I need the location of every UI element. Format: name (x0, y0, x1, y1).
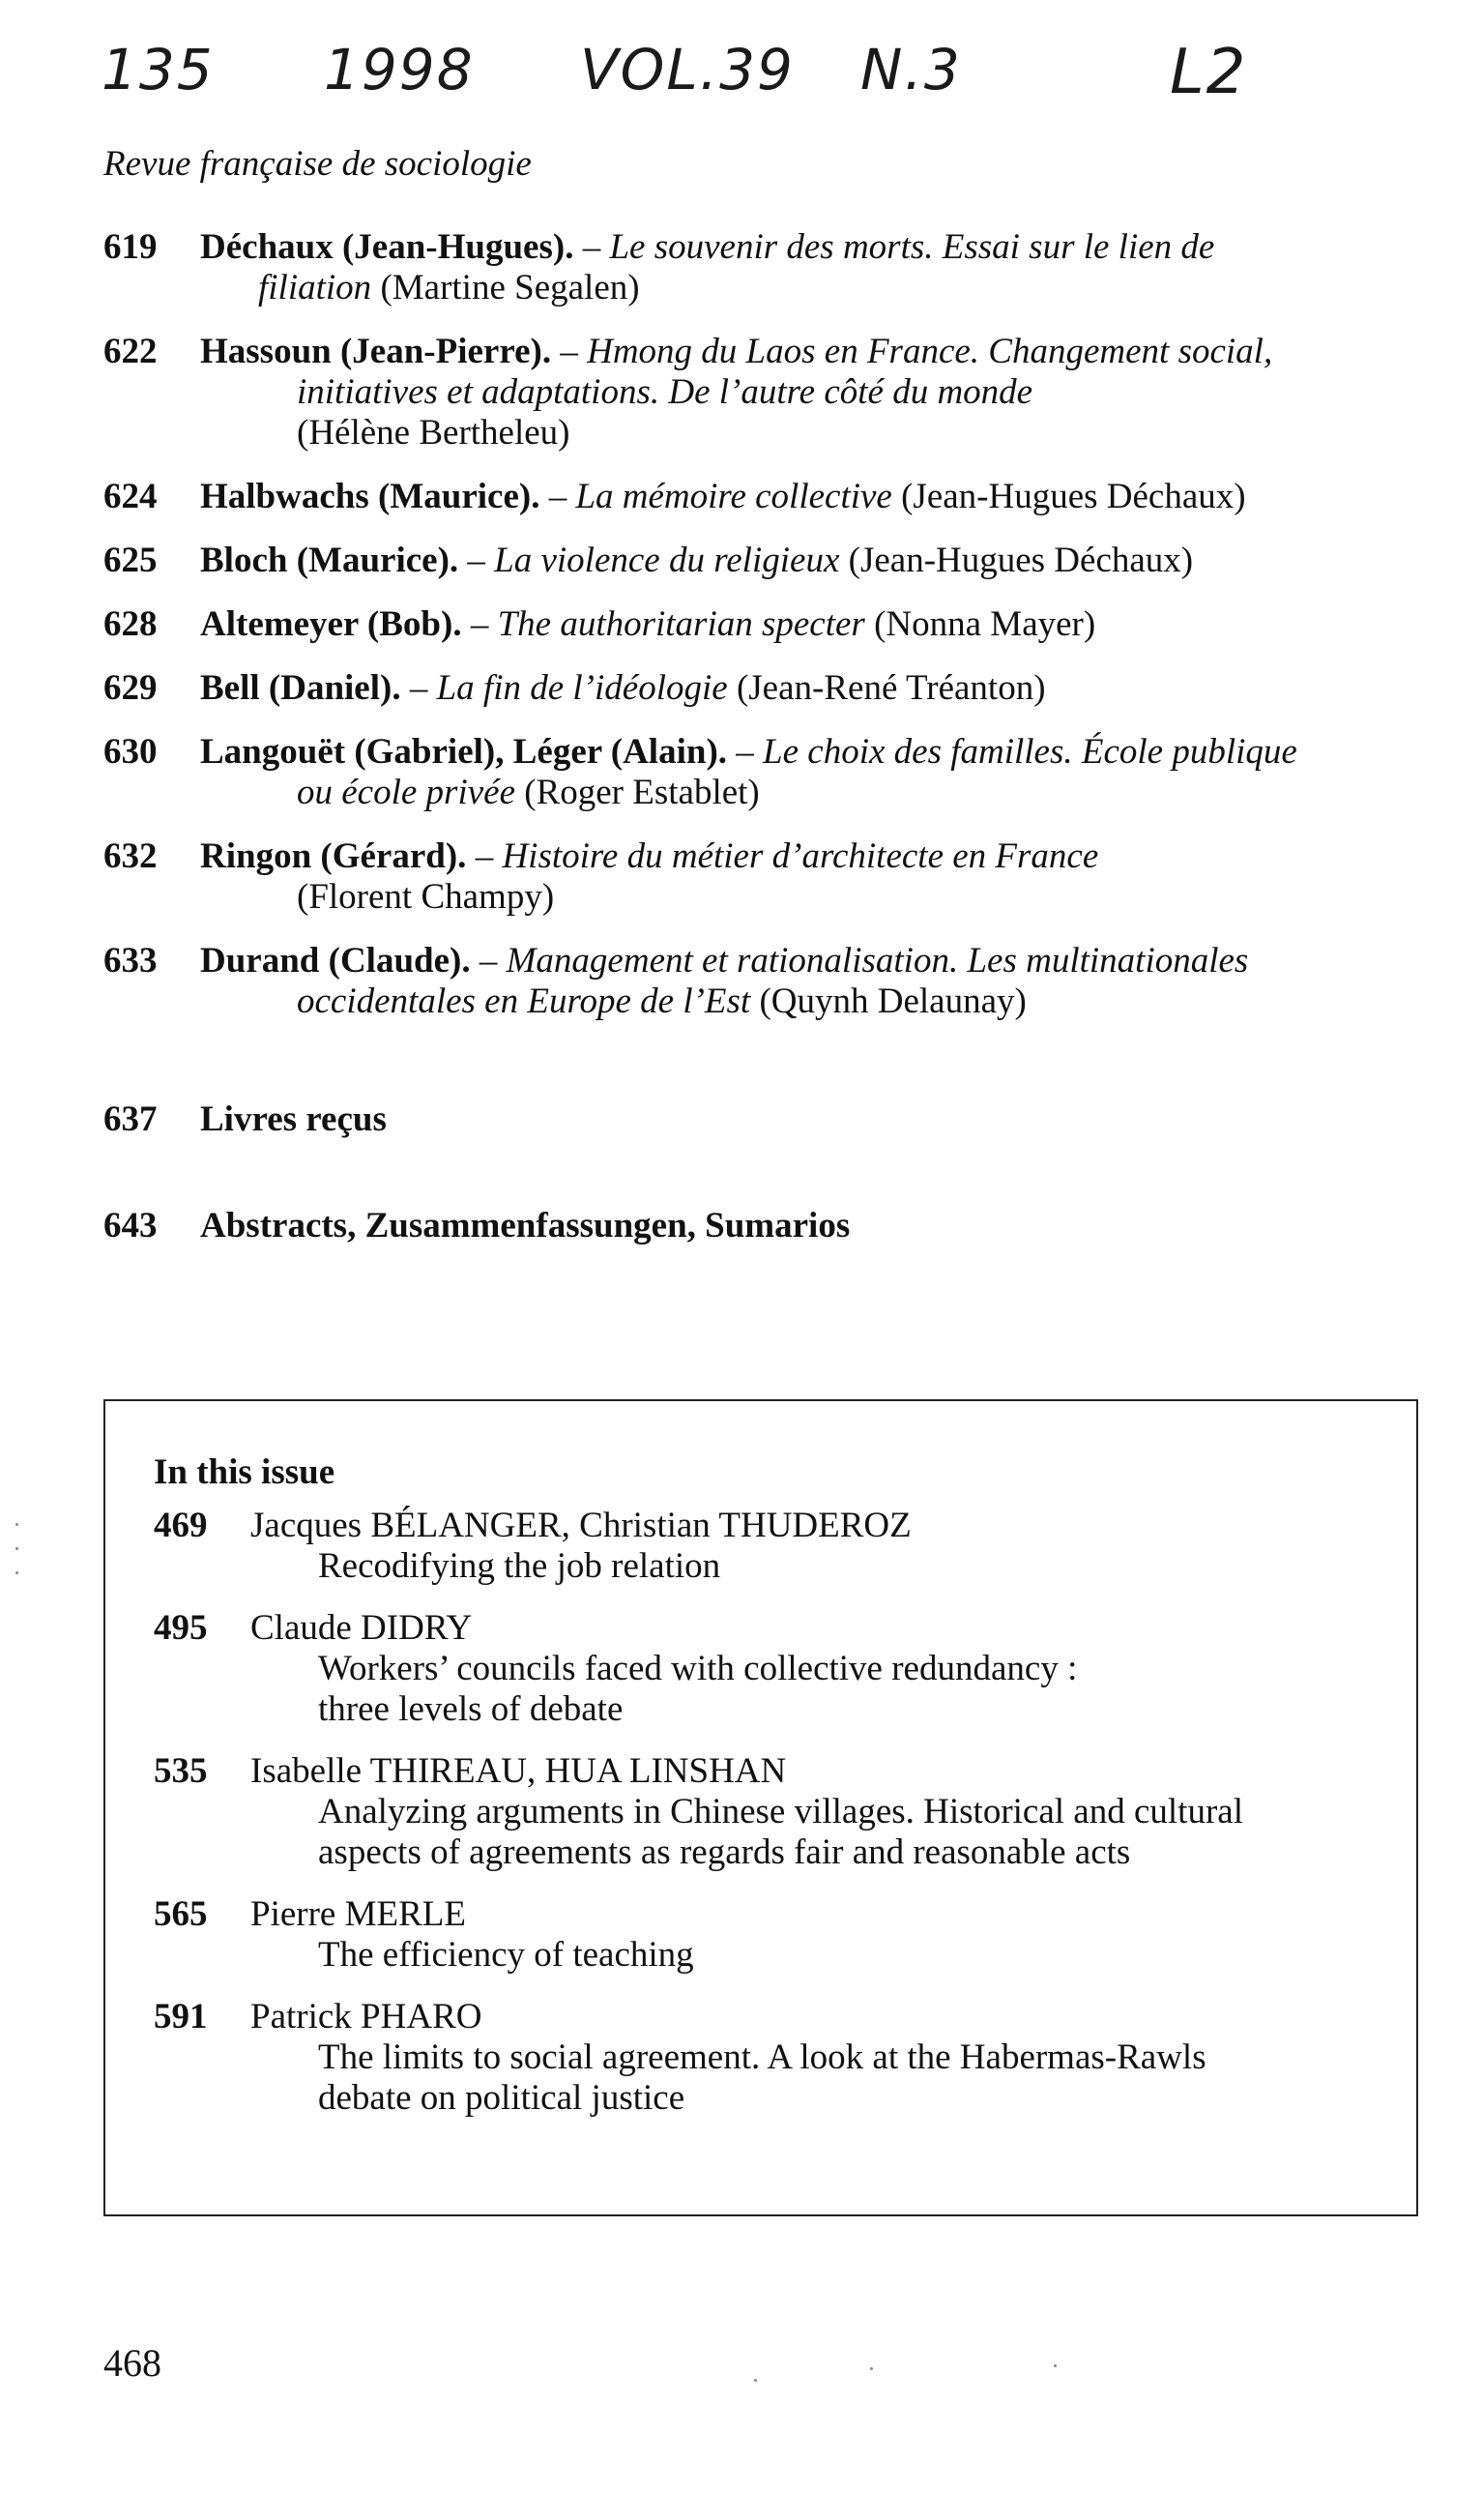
article-authors: Jacques BÉLANGER, Christian THUDEROZ (250, 1506, 912, 1545)
article-title-line: Workers’ councils faced with collective redundancy : (318, 1649, 1078, 1688)
entry-page-number: 625 (103, 541, 158, 580)
article-authors: Patrick PHARO (250, 1997, 482, 2037)
reviewer: (Martine Segalen) (371, 268, 640, 308)
article-page-number: 469 (154, 1506, 208, 1545)
review-title-continued: initiatives et adaptations. De l’autre côté du monde (297, 372, 1033, 412)
review-author: Bloch (Maurice). (200, 541, 459, 580)
dash: – (461, 604, 498, 644)
reviewer: (Roger Establet) (515, 773, 760, 812)
review-entry (103, 836, 1418, 918)
review-title: Le choix des familles. École publique (763, 732, 1297, 772)
scan-speck (754, 2379, 757, 2382)
review-entry (103, 477, 1418, 517)
article-page-number: 495 (154, 1608, 208, 1648)
review-author: Hassoun (Jean-Pierre). (200, 332, 552, 371)
review-title: Histoire du métier d’architecte en France (502, 836, 1099, 876)
dash: – (573, 227, 610, 267)
review-title: Le souvenir des morts. Essai sur le lien de (609, 227, 1215, 267)
dash: – (466, 836, 503, 876)
handwritten-issue: N.3 (860, 37, 962, 103)
page-number: 468 (103, 2341, 161, 2385)
entry-page-number: 628 (103, 604, 158, 644)
handwritten-annotation (97, 37, 1353, 124)
review-title-continued: occidentales en Europe de l’Est (297, 982, 751, 1021)
review-author: Déchaux (Jean-Hugues). (200, 227, 574, 267)
entry-page-number: 624 (103, 477, 158, 516)
entry-page-number: 643 (103, 1206, 158, 1245)
review-entry (103, 227, 1418, 308)
article-entry (154, 1506, 1391, 1587)
review-author: Bell (Daniel). (200, 668, 401, 708)
dash: – (727, 732, 764, 772)
scan-speck (15, 1523, 18, 1526)
entry-page-number: 622 (103, 332, 158, 371)
review-title-continued: filiation (258, 268, 372, 308)
reviewer: (Hélène Bertheleu) (297, 413, 570, 453)
review-entry (103, 668, 1418, 709)
review-entry (103, 332, 1418, 454)
reviewer: (Jean-Hugues Déchaux) (839, 541, 1194, 580)
handwritten-volume: VOL.39 (580, 37, 795, 103)
article-page-number: 565 (154, 1894, 208, 1934)
article-entry (154, 1608, 1391, 1730)
scan-speck (870, 2367, 873, 2370)
handwritten-number: 135 (102, 37, 215, 103)
table-of-contents (103, 227, 1418, 1246)
dash: – (470, 941, 507, 981)
entry-page-number: 629 (103, 668, 158, 708)
review-title: The authoritarian specter (497, 604, 865, 644)
article-title-line: The limits to social agreement. A look at the Habermas-Rawls (318, 2037, 1206, 2077)
article-entry (154, 1751, 1391, 1873)
review-title: La violence du religieux (494, 541, 840, 580)
article-entry (154, 1997, 1391, 2119)
entry-page-number: 619 (103, 227, 158, 267)
review-entry (103, 604, 1418, 645)
article-authors: Isabelle THIREAU, HUA LINSHAN (250, 1751, 787, 1791)
entry-page-number: 632 (103, 836, 158, 876)
section-label: Livres reçus (200, 1099, 387, 1139)
article-page-number: 535 (154, 1751, 208, 1791)
scan-speck (15, 1547, 18, 1550)
review-title: Hmong du Laos en France. Changement social, (587, 332, 1273, 371)
article-authors: Claude DIDRY (250, 1608, 473, 1648)
reviewer: (Jean-René Tréanton) (727, 668, 1046, 708)
article-title-line: The efficiency of teaching (318, 1935, 694, 1975)
in-this-issue-box (103, 1399, 1418, 2216)
entry-page-number: 633 (103, 941, 158, 981)
review-author: Durand (Claude). (200, 941, 471, 981)
reviewer: (Quynh Delaunay) (750, 982, 1027, 1021)
section-entry-abstracts (103, 1206, 1418, 1246)
in-this-issue-list (154, 1506, 1391, 2140)
review-author: Halbwachs (Maurice). (200, 477, 540, 516)
article-page-number: 591 (154, 1997, 208, 2037)
handwritten-mark: L2 (1170, 37, 1248, 108)
review-title-continued: ou école privée (297, 773, 515, 812)
review-entry (103, 732, 1418, 813)
review-entry (103, 541, 1418, 581)
review-author: Ringon (Gérard). (200, 836, 467, 876)
review-title: Management et rationalisation. Les multinationales (506, 941, 1249, 981)
reviewer: (Florent Champy) (297, 877, 555, 917)
article-entry (154, 1894, 1391, 1976)
article-title-line: Analyzing arguments in Chinese villages. Historical and cultural (318, 1792, 1243, 1831)
reviewer: (Jean-Hugues Déchaux) (891, 477, 1246, 516)
review-title: La mémoire collective (575, 477, 892, 516)
in-this-issue-heading: In this issue (154, 1452, 335, 1492)
handwritten-year: 1998 (324, 37, 475, 103)
dash: – (539, 477, 576, 516)
article-title-line: three levels of debate (318, 1689, 624, 1729)
article-authors: Pierre MERLE (250, 1894, 466, 1934)
entry-page-number: 637 (103, 1099, 158, 1139)
article-title-line: debate on political justice (318, 2078, 685, 2118)
entry-page-number: 630 (103, 732, 158, 772)
article-title-line: aspects of agreements as regards fair and reasonable acts (318, 1832, 1131, 1872)
review-title: La fin de l’idéologie (436, 668, 728, 708)
article-title-line: Recodifying the job relation (318, 1546, 721, 1586)
reviewer: (Nonna Mayer) (864, 604, 1096, 644)
review-author: Langouët (Gabriel), Léger (Alain). (200, 732, 728, 772)
dash: – (458, 541, 495, 580)
review-author: Altemeyer (Bob). (200, 604, 462, 644)
scan-speck (1054, 2364, 1057, 2367)
scan-speck (15, 1571, 18, 1574)
dash: – (400, 668, 437, 708)
section-entry-books-received (103, 1099, 1418, 1140)
dash: – (551, 332, 588, 371)
review-entry (103, 941, 1418, 1022)
section-label: Abstracts, Zusammenfassungen, Sumarios (200, 1206, 851, 1245)
journal-title: Revue française de sociologie (103, 144, 532, 184)
